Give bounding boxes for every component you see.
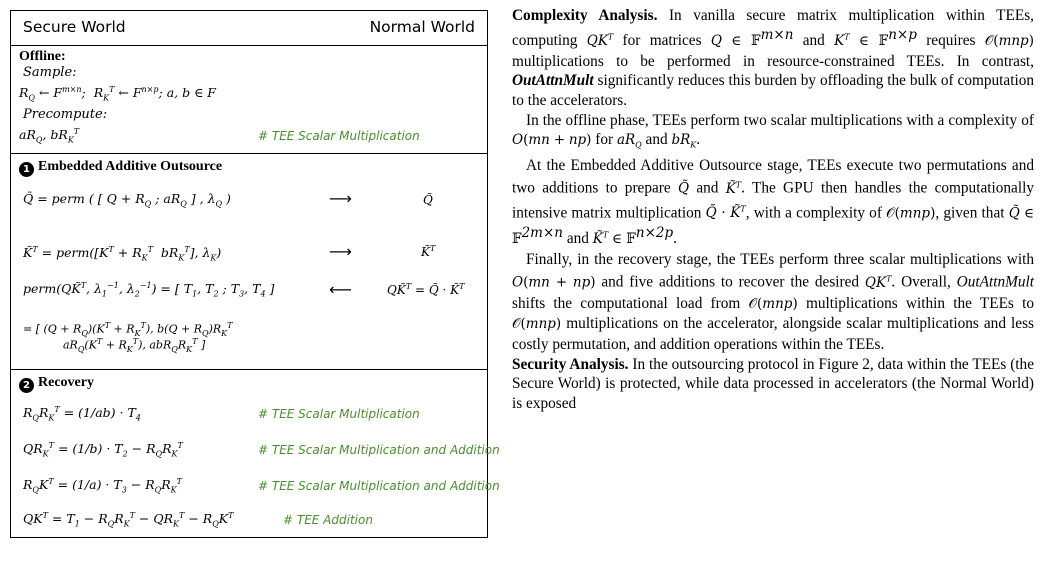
recovery-comment-3: # TEE Scalar Multiplication and Addition — [258, 479, 500, 493]
security-paragraph: Security Analysis. In the outsourcing protocol in Figure 2, data within the TEEs (the Secure World) is protected, while data processed in accelerators (the Normal World) is exposed — [512, 355, 1034, 413]
stage2-section — [11, 369, 500, 537]
protocol-figure — [10, 10, 500, 538]
recovery-comment-1: # TEE Scalar Multiplication — [258, 407, 420, 421]
inverse-perm-formula: perm(QK̃$^T$, $\lambda_1^{-1}$, $\lambda_2^{-1}$) = [ $T_1$, $T_2$ ; $T_3$, $T_4$ ] — [23, 281, 275, 299]
security-heading: Security Analysis. — [512, 355, 629, 373]
kt-tilde-output: K̃$^T$ — [421, 244, 436, 259]
gpu-product-formula: QK̃$^T$ = Q̃ · K̃$^T$ — [387, 282, 465, 297]
precompute-label: Precompute: — [23, 107, 108, 122]
expanded-formula-2: $aR_Q(K^T + R_K^T)$, $abR_QR_K^T$ ] — [63, 337, 206, 354]
recovery-comment-4: # TEE Addition — [283, 513, 373, 527]
stage1-title — [19, 159, 222, 177]
stage1-title-text: Embedded Additive Outsource — [38, 159, 223, 174]
complexity-heading: Complexity Analysis. — [512, 7, 658, 24]
method-name: OutAttnMult — [512, 72, 594, 90]
left-arrow-icon: ⟵ — [329, 280, 352, 299]
stage2-number: 2 — [19, 378, 34, 393]
right-arrow-icon: ⟶ — [329, 189, 352, 208]
recovery-formula-2: $QR_K^T = (1/b) \cdot T_2 - R_QR_K^T$ — [23, 441, 183, 459]
precompute-formula: $aR_Q$, $bR_K^T$ — [19, 127, 80, 145]
recovery-formula-3: $R_QK^T = (1/a) \cdot T_3 - R_QR_K^T$ — [23, 477, 182, 495]
stage1-section — [11, 153, 487, 370]
expanded-formula-1: = [ $(Q + R_Q)(K^T + R_K^T)$, $b(Q + R_Q)R_K^T$ — [23, 321, 233, 338]
q-tilde-formula: Q̃ = perm ( [ $Q + R_Q$ ; $aR_Q$ ] , $\lambda_Q$ ) — [23, 191, 231, 209]
kt-tilde-formula: K̃$^T$ = $perm([K^T + R_K^T$ $bR_K^T$], $\lambda_K$) — [23, 245, 222, 263]
complexity-paragraph-1: Complexity Analysis. In vanilla secure matrix multiplication within TEEs, computing $QK^T$ for matrices Q ∈ 𝔽$^{m\times n}$ and $K^T$ ∈ 𝔽$^{n\times p}$ requires 𝒪(mnp) multiplications to be performed in resource-constrained TEEs. In contrast, OutAttnMult significantly reduces this burden by offloading the bulk of computation to the accelerators. — [512, 7, 1034, 109]
figure-header — [11, 11, 487, 46]
stage2-title-text: Recovery — [38, 375, 94, 390]
q-tilde-output: Q̃ — [423, 193, 433, 207]
complexity-paragraph-2: In the offline phase, TEEs perform two scalar multiplications with a complexity of O(mn + np) for $aR_Q$ and $bR_K$. — [512, 111, 1034, 150]
precompute-comment: # TEE Scalar Multiplication — [258, 129, 420, 143]
sample-label: Sample: — [23, 65, 77, 80]
right-arrow-icon: ⟶ — [329, 242, 352, 261]
offline-title: Offline: — [19, 49, 66, 64]
recovery-formula-1: $R_QR_K^T = (1/ab) \cdot T_4$ — [23, 405, 141, 423]
stage1-number: 1 — [19, 162, 34, 177]
secure-world-label: Secure World — [23, 18, 126, 36]
normal-world-label: Normal World — [369, 18, 475, 36]
offline-section — [11, 45, 487, 154]
body-text — [512, 6, 1034, 414]
stage2-title — [19, 375, 94, 393]
sample-formula: $R_Q$ ← $F^{m\times n}$; $R_K^T$ ← $F^{n\times p}$; a, b ∈ F — [19, 85, 216, 103]
complexity-paragraph-4: Finally, in the recovery stage, the TEEs perform three scalar multiplications with O(mn + np) and five additions to recover the desired $QK^T$. Overall, OutAttnMult shifts the computational load from 𝒪(mnp) multiplications within the TEEs to 𝒪(mnp) multiplications on the accelerator, alongside scalar multiplications and less costly permutation, and addition operations within the TEEs. — [512, 250, 1034, 353]
complexity-paragraph-3: At the Embedded Additive Outsource stage, TEEs execute two permutations and two additions to prepare Q̃ and K̃$^T$. The GPU then handles the computationally intensive matrix multiplication Q̃ · K̃$^T$, with a complexity of 𝒪(mnp), given that Q̃ ∈ 𝔽$^{2m\times n}$ and K̃$^T$ ∈ 𝔽$^{n\times 2p}$. — [512, 156, 1035, 247]
recovery-comment-2: # TEE Scalar Multiplication and Addition — [258, 443, 500, 457]
recovery-formula-4: $QK^T = T_1 - R_QR_K^T - QR_K^T - R_QK^T$ — [23, 511, 234, 529]
